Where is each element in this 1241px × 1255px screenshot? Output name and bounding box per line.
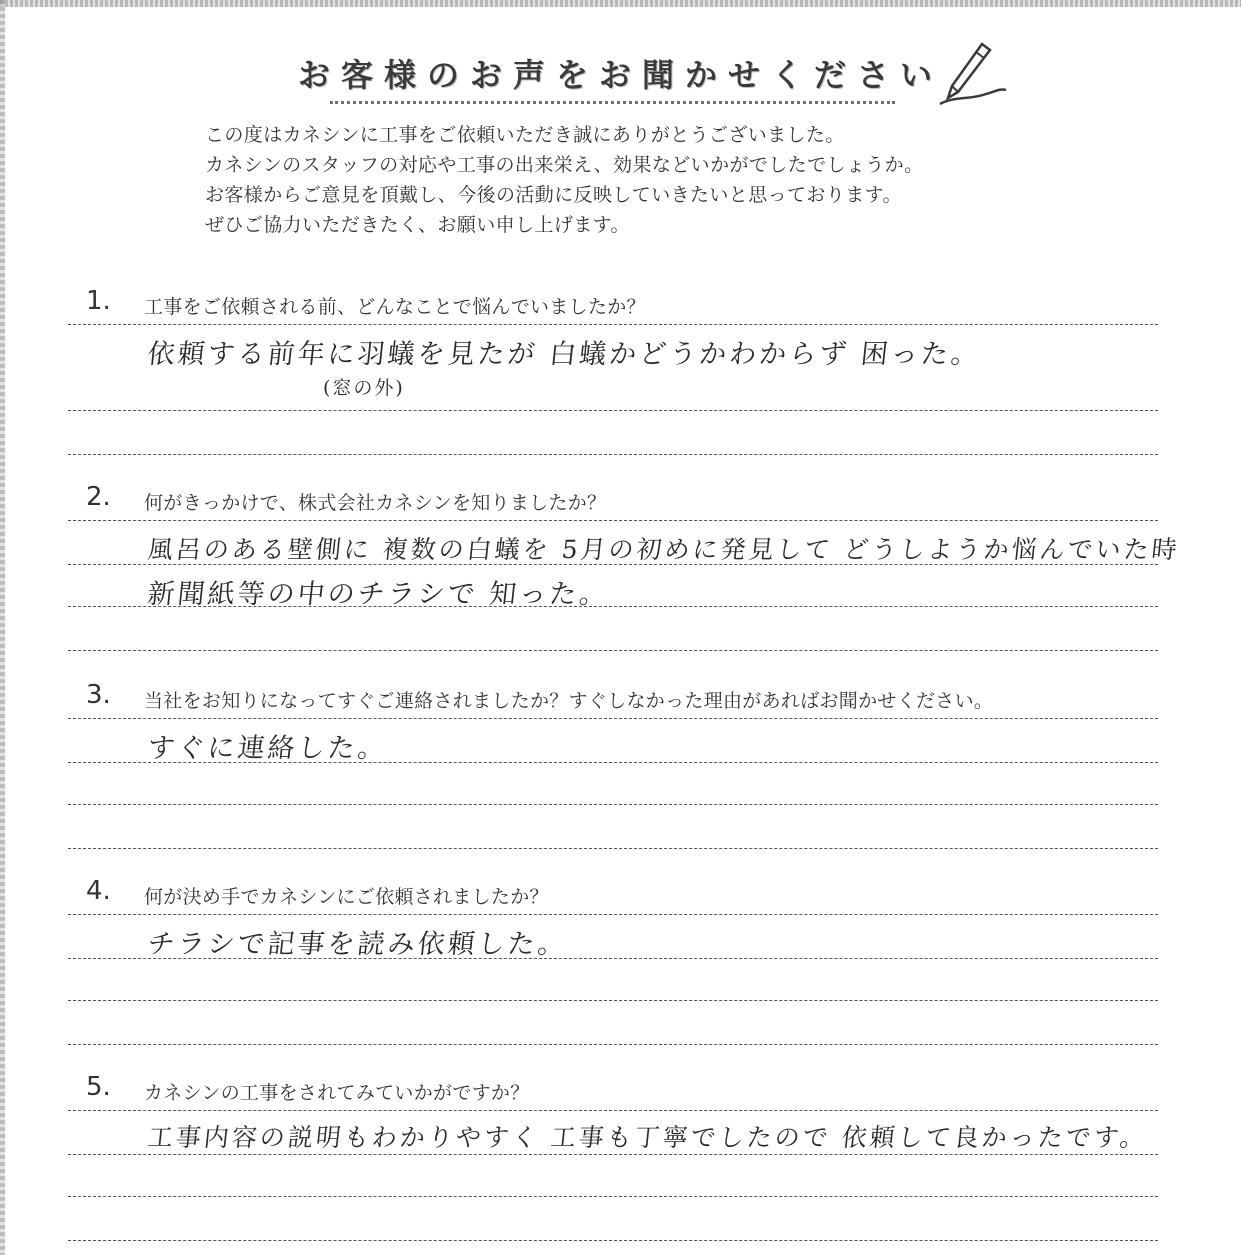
form-header <box>0 40 1241 120</box>
answer-text[interactable]: チラシで記事を読み依頼した。 <box>146 929 570 960</box>
question-text: カネシンの工事をされてみていかがですか？ <box>144 1082 530 1104</box>
intro-line: この度はカネシンに工事をご依頼いただき誠にありがとうございました。 <box>205 124 845 146</box>
question-number: 5. <box>86 1072 111 1102</box>
question-text: 何がきっかけで、株式会社カネシンを知りましたか？ <box>144 492 607 514</box>
scan-border-left <box>0 0 5 1255</box>
answer-line <box>68 606 1158 607</box>
scan-border-top <box>0 0 1241 7</box>
intro-line: お客様からご意見を頂戴し、今後の活動に反映していきたいと思っております。 <box>205 184 902 206</box>
title-underline <box>330 101 895 104</box>
answer-line <box>68 1154 1158 1155</box>
question-number: 1. <box>86 286 111 316</box>
pen-icon <box>930 40 1010 110</box>
answer-line <box>68 762 1158 763</box>
intro-text <box>205 120 1105 240</box>
question-text: 何が決め手でカネシンにご依頼されましたか？ <box>144 886 549 908</box>
question-number: 3. <box>86 680 111 710</box>
answer-text[interactable]: すぐに連絡した。 <box>146 733 390 764</box>
page-title: お客様のお声をお聞かせください <box>298 56 944 94</box>
intro-line: ぜひご協力いただきたく、お願い申し上げます。 <box>205 214 630 236</box>
answer-line <box>68 520 1158 521</box>
question-number: 2. <box>86 482 111 512</box>
answer-text[interactable]: 工事内容の説明もわかりやすく 工事も丁寧でしたので 依頼して良かったです。 <box>146 1123 1150 1152</box>
answer-text[interactable]: 依頼する前年に羽蟻を見たが 白蟻かどうかわからず 困った。 <box>146 339 983 370</box>
answer-line <box>68 958 1158 959</box>
answer-line <box>68 718 1158 719</box>
answer-line <box>68 324 1158 325</box>
answer-note: (窓の外) <box>323 377 405 399</box>
question-text: 工事をご依頼される前、どんなことで悩んでいましたか？ <box>144 296 646 318</box>
answer-line <box>68 1240 1158 1241</box>
answer-line <box>68 1000 1158 1001</box>
answer-line <box>68 1196 1158 1197</box>
question-number: 4. <box>86 876 111 906</box>
answer-line <box>68 804 1158 805</box>
answer-line <box>68 1110 1158 1111</box>
answer-line <box>68 454 1158 455</box>
answer-line <box>68 1044 1158 1045</box>
answer-line <box>68 848 1158 849</box>
answer-text[interactable]: 新聞紙等の中のチラシで 知った。 <box>146 579 611 610</box>
answer-text[interactable]: 風呂のある壁側に 複数の白蟻を 5月の初めに発見して どうしようか悩んでいた時 <box>146 535 1182 564</box>
question-text: 当社をお知りになってすぐご連絡されましたか？すぐしなかった理由があればお聞かせください。 <box>144 690 994 712</box>
answer-line <box>68 410 1158 411</box>
answer-line <box>68 650 1158 651</box>
intro-line: カネシンのスタッフの対応や工事の出来栄え、効果などいかがでしたでしょうか。 <box>205 154 924 176</box>
answer-line <box>68 914 1158 915</box>
answer-line <box>68 564 1158 565</box>
